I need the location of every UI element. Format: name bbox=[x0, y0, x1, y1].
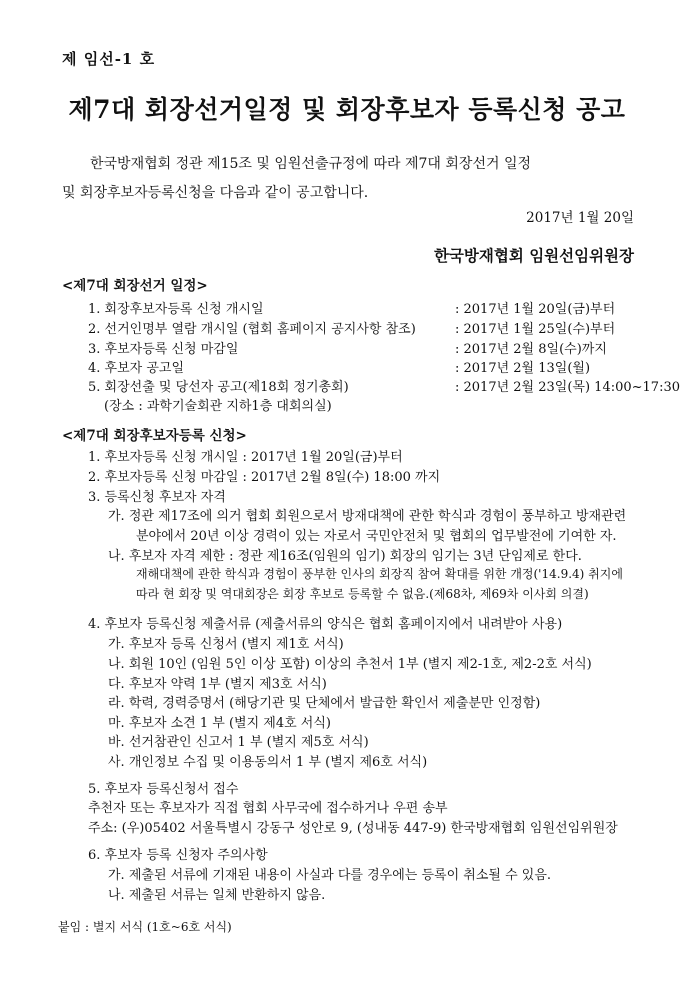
document-list-item: 나. 회원 10인 (임원 5인 이상 포함) 이상의 추천서 1부 (별지 제2-1호, 제2-2호 서식) bbox=[108, 657, 592, 672]
qualification-na-line-3: 따라 현 회장 및 역대회장은 회장 후보로 등록할 수 없음.(제68차, 제69차 이사회 의결) bbox=[136, 587, 589, 601]
registration-item-4: 4. 후보자 등록신청 제출서류 (제출서류의 양식은 협회 홈페이지에서 내려받아 사용) bbox=[88, 617, 563, 632]
submission-method: 추천자 또는 후보자가 직접 협회 사무국에 접수하거나 우편 송부 bbox=[88, 801, 448, 816]
schedule-item bbox=[88, 376, 688, 394]
registration-heading: <제7대 회장후보자등록 신청> bbox=[62, 428, 247, 444]
registration-item-6: 6. 후보자 등록 신청자 주의사항 bbox=[88, 848, 268, 863]
schedule-item-label: 선거인명부 열람 개시일 (협회 홈페이지 공지사항 참조) bbox=[104, 322, 416, 337]
document-list-item: 다. 후보자 약력 1부 (별지 제3호 서식) bbox=[108, 677, 327, 692]
qualification-ga-line-1: 가. 정관 제17조에 의거 협회 회원으로서 방재대책에 관한 학식과 경험이 풍부하고 방재관련 bbox=[108, 509, 627, 524]
schedule-item bbox=[88, 298, 668, 316]
caution-na: 나. 제출된 서류는 일체 반환하지 않음. bbox=[108, 888, 326, 903]
schedule-item-no: 3. bbox=[88, 342, 101, 357]
schedule-item-label: 후보자 공고일 bbox=[104, 361, 185, 376]
schedule-item-value: : 2017년 1월 25일(수)부터 bbox=[455, 322, 616, 337]
qualification-na-line-2: 재해대책에 관한 학식과 경험이 풍부한 인사의 회장직 참여 확대를 위한 개정('14.9.4) 취지에 bbox=[136, 567, 623, 581]
document-list-item: 가. 후보자 등록 신청서 (별지 제1호 서식) bbox=[108, 637, 344, 652]
schedule-item-value: : 2017년 2월 8일(수)까지 bbox=[455, 342, 607, 357]
registration-item-2: 2. 후보자등록 신청 마감일 : 2017년 2월 8일(수) 18:00 까지 bbox=[88, 470, 441, 485]
schedule-item-value: : 2017년 2월 13일(월) bbox=[455, 361, 591, 376]
schedule-item-label: 회장선출 및 당선자 공고(제18회 정기총회) bbox=[104, 380, 349, 395]
attachment-note: 붙임 : 별지 서식 (1호~6호 서식) bbox=[58, 920, 232, 934]
registration-item-5: 5. 후보자 등록신청서 접수 bbox=[88, 782, 239, 797]
qualification-na-line-1: 나. 후보자 자격 제한 : 정관 제16조(임원의 임기) 회장의 임기는 3년 단임제로 한다. bbox=[108, 549, 582, 564]
document-list-item: 바. 선거참관인 신고서 1 부 (별지 제5호 서식) bbox=[108, 735, 369, 750]
document-list-item: 마. 후보자 소견 1 부 (별지 제4호 서식) bbox=[108, 716, 331, 731]
document-list-item: 사. 개인정보 수집 및 이용동의서 1 부 (별지 제6호 서식) bbox=[108, 755, 428, 770]
intro-paragraph bbox=[62, 150, 662, 208]
schedule-item-label: 회장후보자등록 신청 개시일 bbox=[104, 302, 264, 317]
schedule-item bbox=[88, 357, 668, 375]
schedule-item-no: 4. bbox=[88, 361, 101, 376]
registration-item-3: 3. 등록신청 후보자 자격 bbox=[88, 490, 226, 505]
schedule-item bbox=[88, 338, 668, 356]
schedule-item-label: 후보자등록 신청 마감일 bbox=[104, 342, 239, 357]
document-list-item: 라. 학력, 경력증명서 (해당기관 및 단체에서 발급한 확인서 제출분만 인정함) bbox=[108, 696, 541, 711]
caution-ga: 가. 제출된 서류에 기재된 내용이 사실과 다를 경우에는 등록이 취소될 수 있음. bbox=[108, 868, 552, 883]
schedule-item bbox=[88, 318, 668, 336]
schedule-place: (장소 : 과학기술회관 지하1층 대회의실) bbox=[104, 399, 332, 414]
document-number: 제 임선-1 호 bbox=[62, 50, 156, 68]
page-title: 제7대 회장선거일정 및 회장후보자 등록신청 공고 bbox=[68, 95, 626, 124]
issuer-name: 한국방재협회 임원선임위원장 bbox=[433, 246, 634, 265]
schedule-item-no: 2. bbox=[88, 322, 101, 337]
schedule-item-no: 1. bbox=[88, 302, 101, 317]
schedule-item-value: : 2017년 1월 20일(금)부터 bbox=[455, 302, 616, 317]
schedule-heading: <제7대 회장선거 일정> bbox=[62, 278, 208, 294]
qualification-ga-line-2: 분야에서 20년 이상 경력이 있는 자로서 국민안전처 및 협회의 업무발전에 기여한 자. bbox=[136, 529, 617, 544]
registration-item-1: 1. 후보자등록 신청 개시일 : 2017년 1월 20일(금)부터 bbox=[88, 450, 403, 465]
schedule-item-value: : 2017년 2월 23일(목) 14:00~17:30 bbox=[455, 380, 681, 395]
intro-line-1: 한국방재협회 정관 제15조 및 임원선출규정에 따라 제7대 회장선거 일정 bbox=[90, 156, 531, 172]
submission-address: 주소: (우)05402 서울특별시 강동구 성안로 9, (성내동 447-9) 한국방재협회 임원선임위원장 bbox=[88, 821, 618, 836]
announcement-date: 2017년 1월 20일 bbox=[526, 210, 634, 226]
schedule-item-no: 5. bbox=[88, 380, 101, 395]
intro-line-2: 및 회장후보자등록신청을 다음과 같이 공고합니다. bbox=[62, 185, 369, 201]
